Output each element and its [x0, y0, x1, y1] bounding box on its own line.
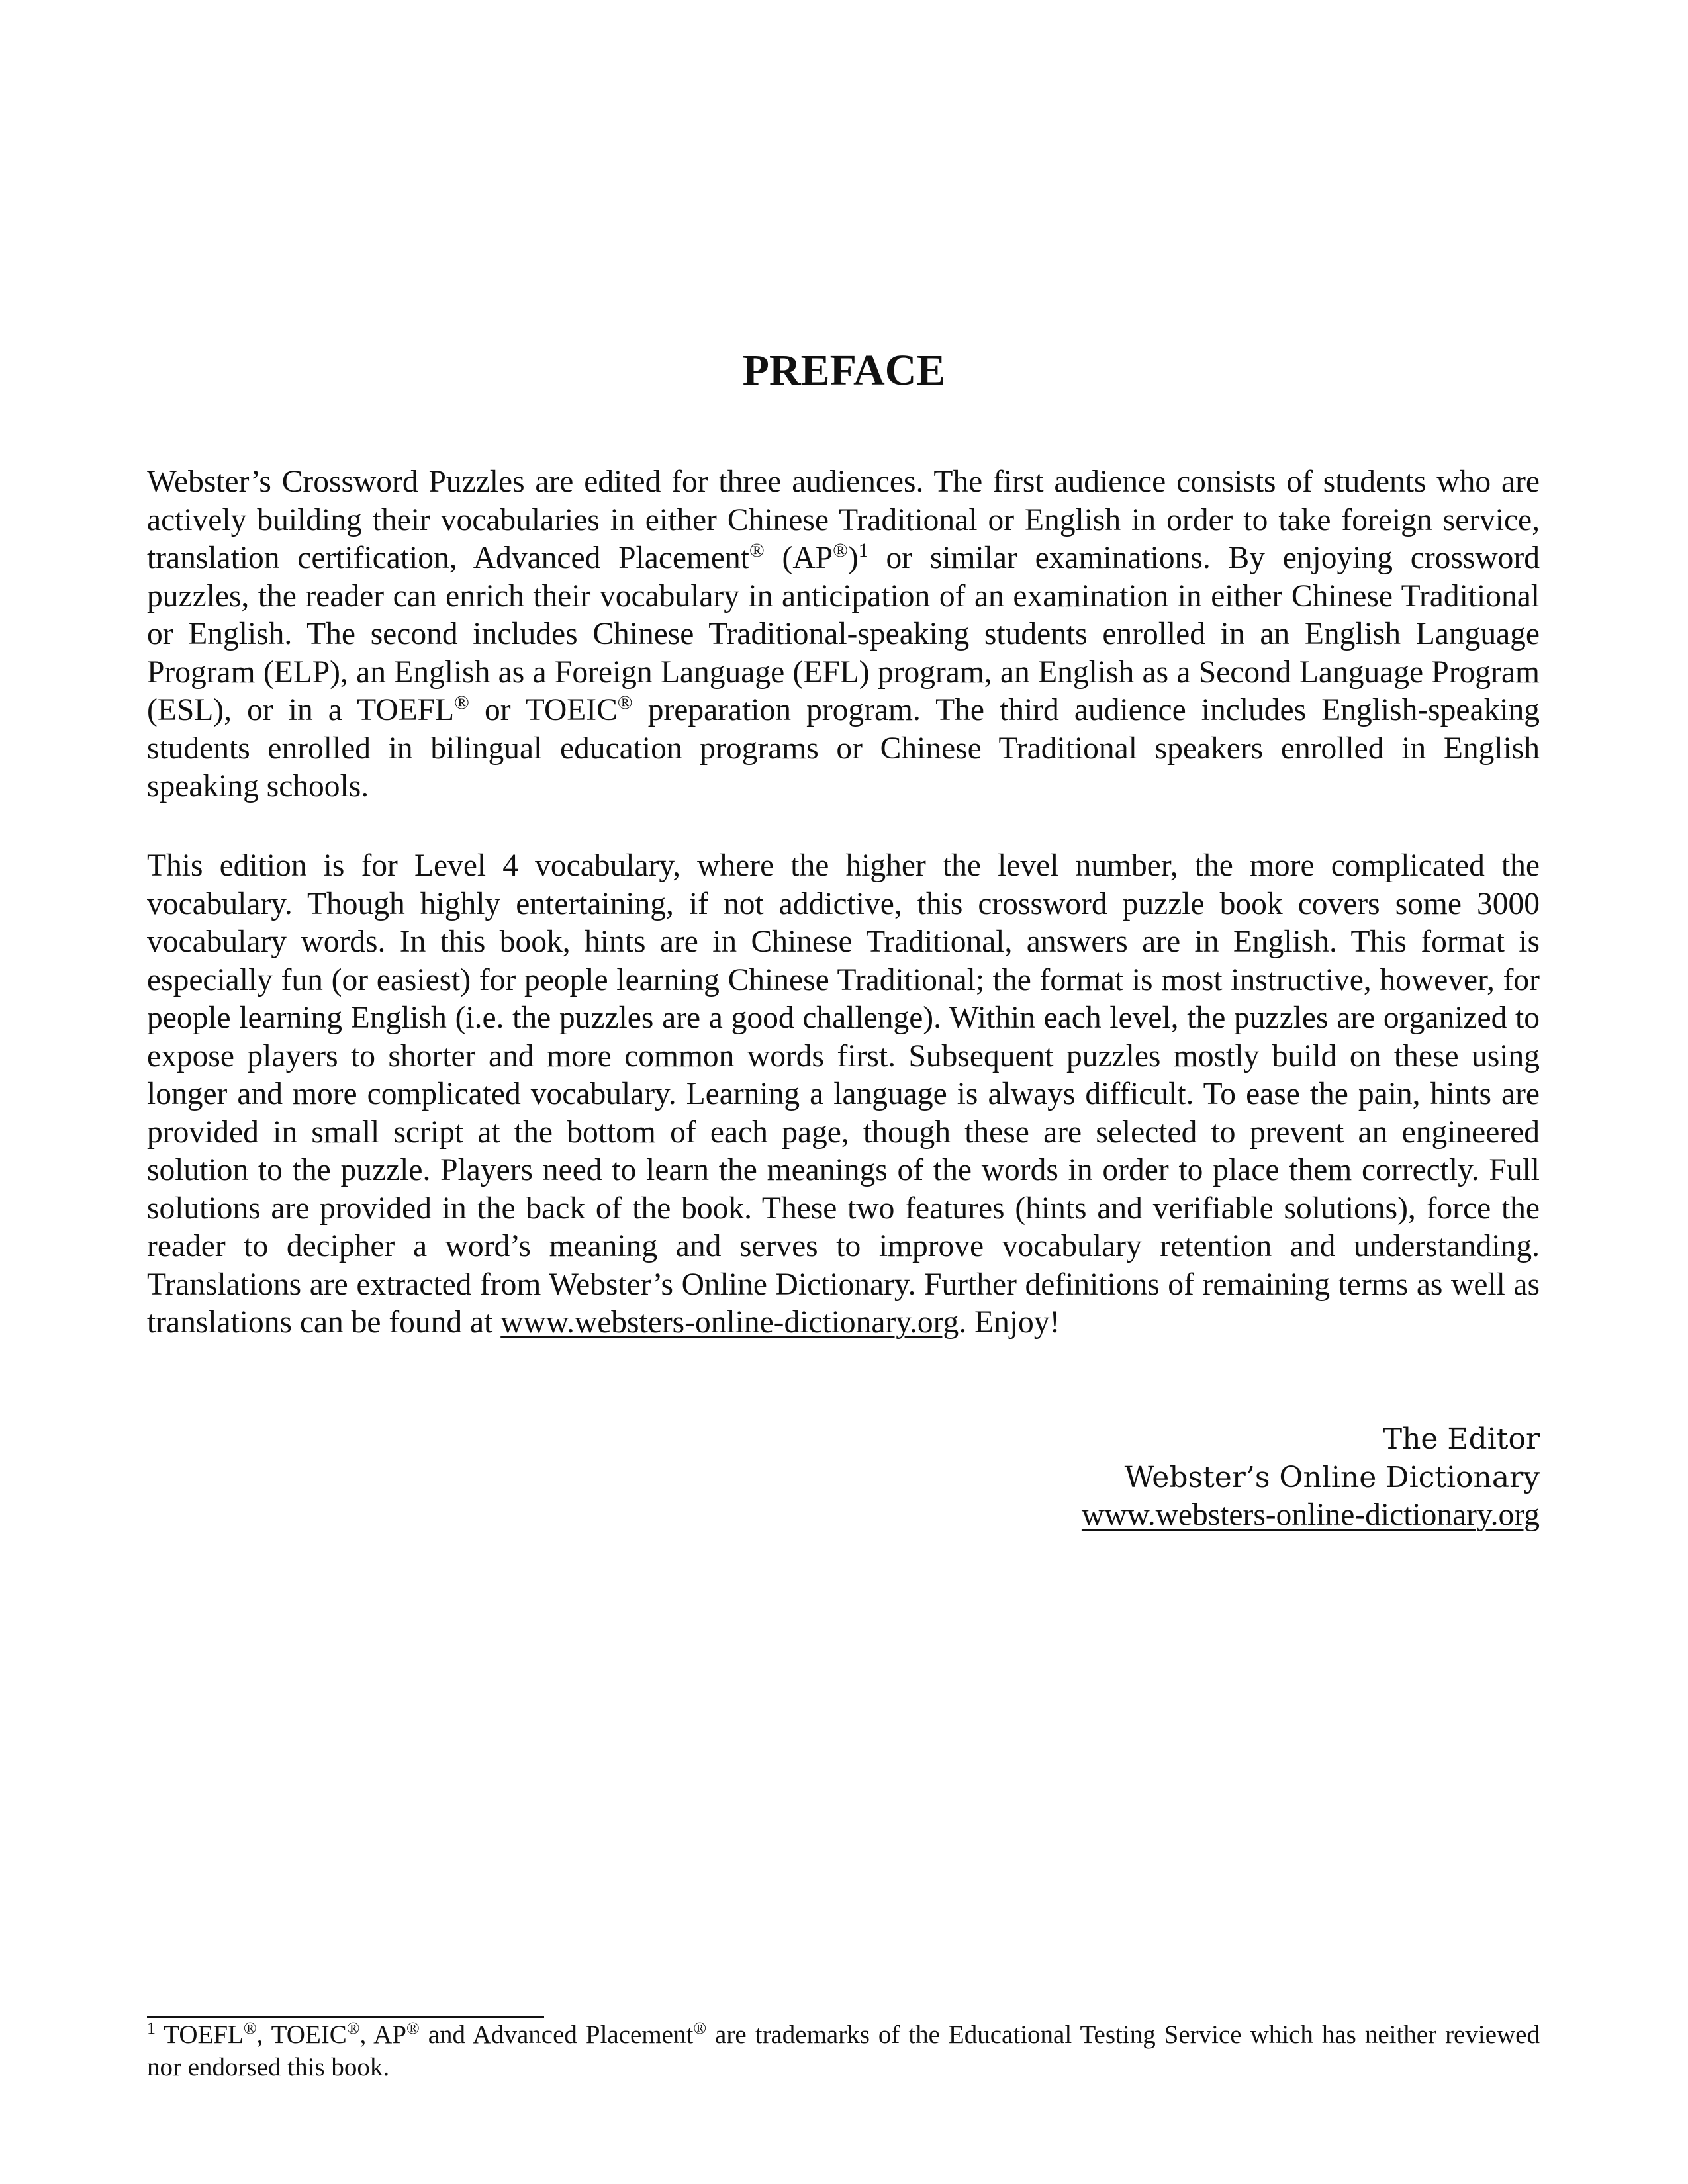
- text-run: (AP: [764, 541, 833, 575]
- text-run: Webster’s Crossword Puzzles are edited for three audiences. The first audience consists of students who are actively building their vocabularies in either Chinese Traditional or English in order to take foreign service, translation certification, Advanced Placement: [147, 465, 1540, 575]
- text-run: and Advanced Placement: [419, 2021, 694, 2049]
- text-run: or TOEIC: [469, 693, 618, 727]
- text-run: , AP: [359, 2021, 406, 2049]
- registered-mark: ®: [749, 539, 765, 562]
- preface-paragraph-1: [147, 463, 1540, 806]
- signature-url-link[interactable]: www.websters-online-dictionary.org: [1081, 1498, 1540, 1532]
- registered-mark: ®: [406, 2019, 420, 2038]
- preface-paragraph-2: [147, 847, 1540, 1342]
- text-run: TOEFL: [156, 2021, 244, 2049]
- registered-mark: ®: [833, 539, 848, 562]
- text-run: are trademarks of the Educational Testing Service which has neither reviewed nor endorsed this book.: [147, 2021, 1540, 2081]
- footnote-reference[interactable]: 1: [858, 539, 868, 562]
- dictionary-link[interactable]: www.websters-online-dictionary.org: [500, 1305, 959, 1340]
- signature-name: The Editor: [1382, 1422, 1540, 1456]
- registered-mark: ®: [243, 2019, 257, 2038]
- text-run: ): [847, 541, 859, 575]
- registered-mark: ®: [693, 2019, 707, 2038]
- text-run: , TOEIC: [256, 2021, 347, 2049]
- footnote-number: 1: [147, 2019, 156, 2038]
- text-run: or similar examinations. By enjoying crossword puzzles, the reader can enrich their vocabulary in anticipation of an examination in either Chinese Traditional or English. The second includes Chinese Traditional-speaking students enrolled in an English Language Program (ELP), an English as a Foreign Language (EFL) program, an English as a Second Language Program (ESL), or in a TOEFL: [147, 541, 1540, 727]
- text-run: preparation program. The third audience includes English-speaking students enrolled in bilingual education programs or Chinese Traditional speakers enrolled in English speaking schools.: [147, 693, 1540, 803]
- registered-mark: ®: [617, 692, 633, 714]
- registered-mark: ®: [454, 692, 469, 714]
- signature-organization: Webster’s Online Dictionary: [1124, 1460, 1540, 1494]
- footnote-divider: [147, 2016, 544, 2018]
- registered-mark: ®: [346, 2019, 360, 2038]
- signature-block: [1082, 1420, 1540, 1535]
- text-run: This edition is for Level 4 vocabulary, where the higher the level number, the more complicated the vocabulary. Though highly entertaining, if not addictive, this crossword puzzle book covers some 3000 vocabulary words. In this book, hints are in Chinese Traditional, answers are in English. This format is especially fun (or easiest) for people learning Chinese Traditional; the format is most instructive, however, for people learning English (i.e. the puzzles are a good challenge). Within each level, the puzzles are organized to expose players to shorter and more common words first. Subsequent puzzles mostly build on these using longer and more complicated vocabulary. Learning a language is always difficult. To ease the pain, hints are provided in small script at the bottom of each page, though these are selected to prevent an engineered solution to the puzzle. Players need to learn the meanings of the words in order to place them correctly. Full solutions are provided in the back of the book. These two features (hints and verifiable solutions), force the reader to decipher a word’s meaning and serves to improve vocabulary retention and understanding. Translations are extracted from Webster’s Online Dictionary. Further definitions of remaining terms as well as translations can be found at: [147, 848, 1540, 1340]
- footnote: [147, 2019, 1540, 2083]
- text-run: . Enjoy!: [959, 1305, 1060, 1340]
- page-title: PREFACE: [742, 346, 946, 394]
